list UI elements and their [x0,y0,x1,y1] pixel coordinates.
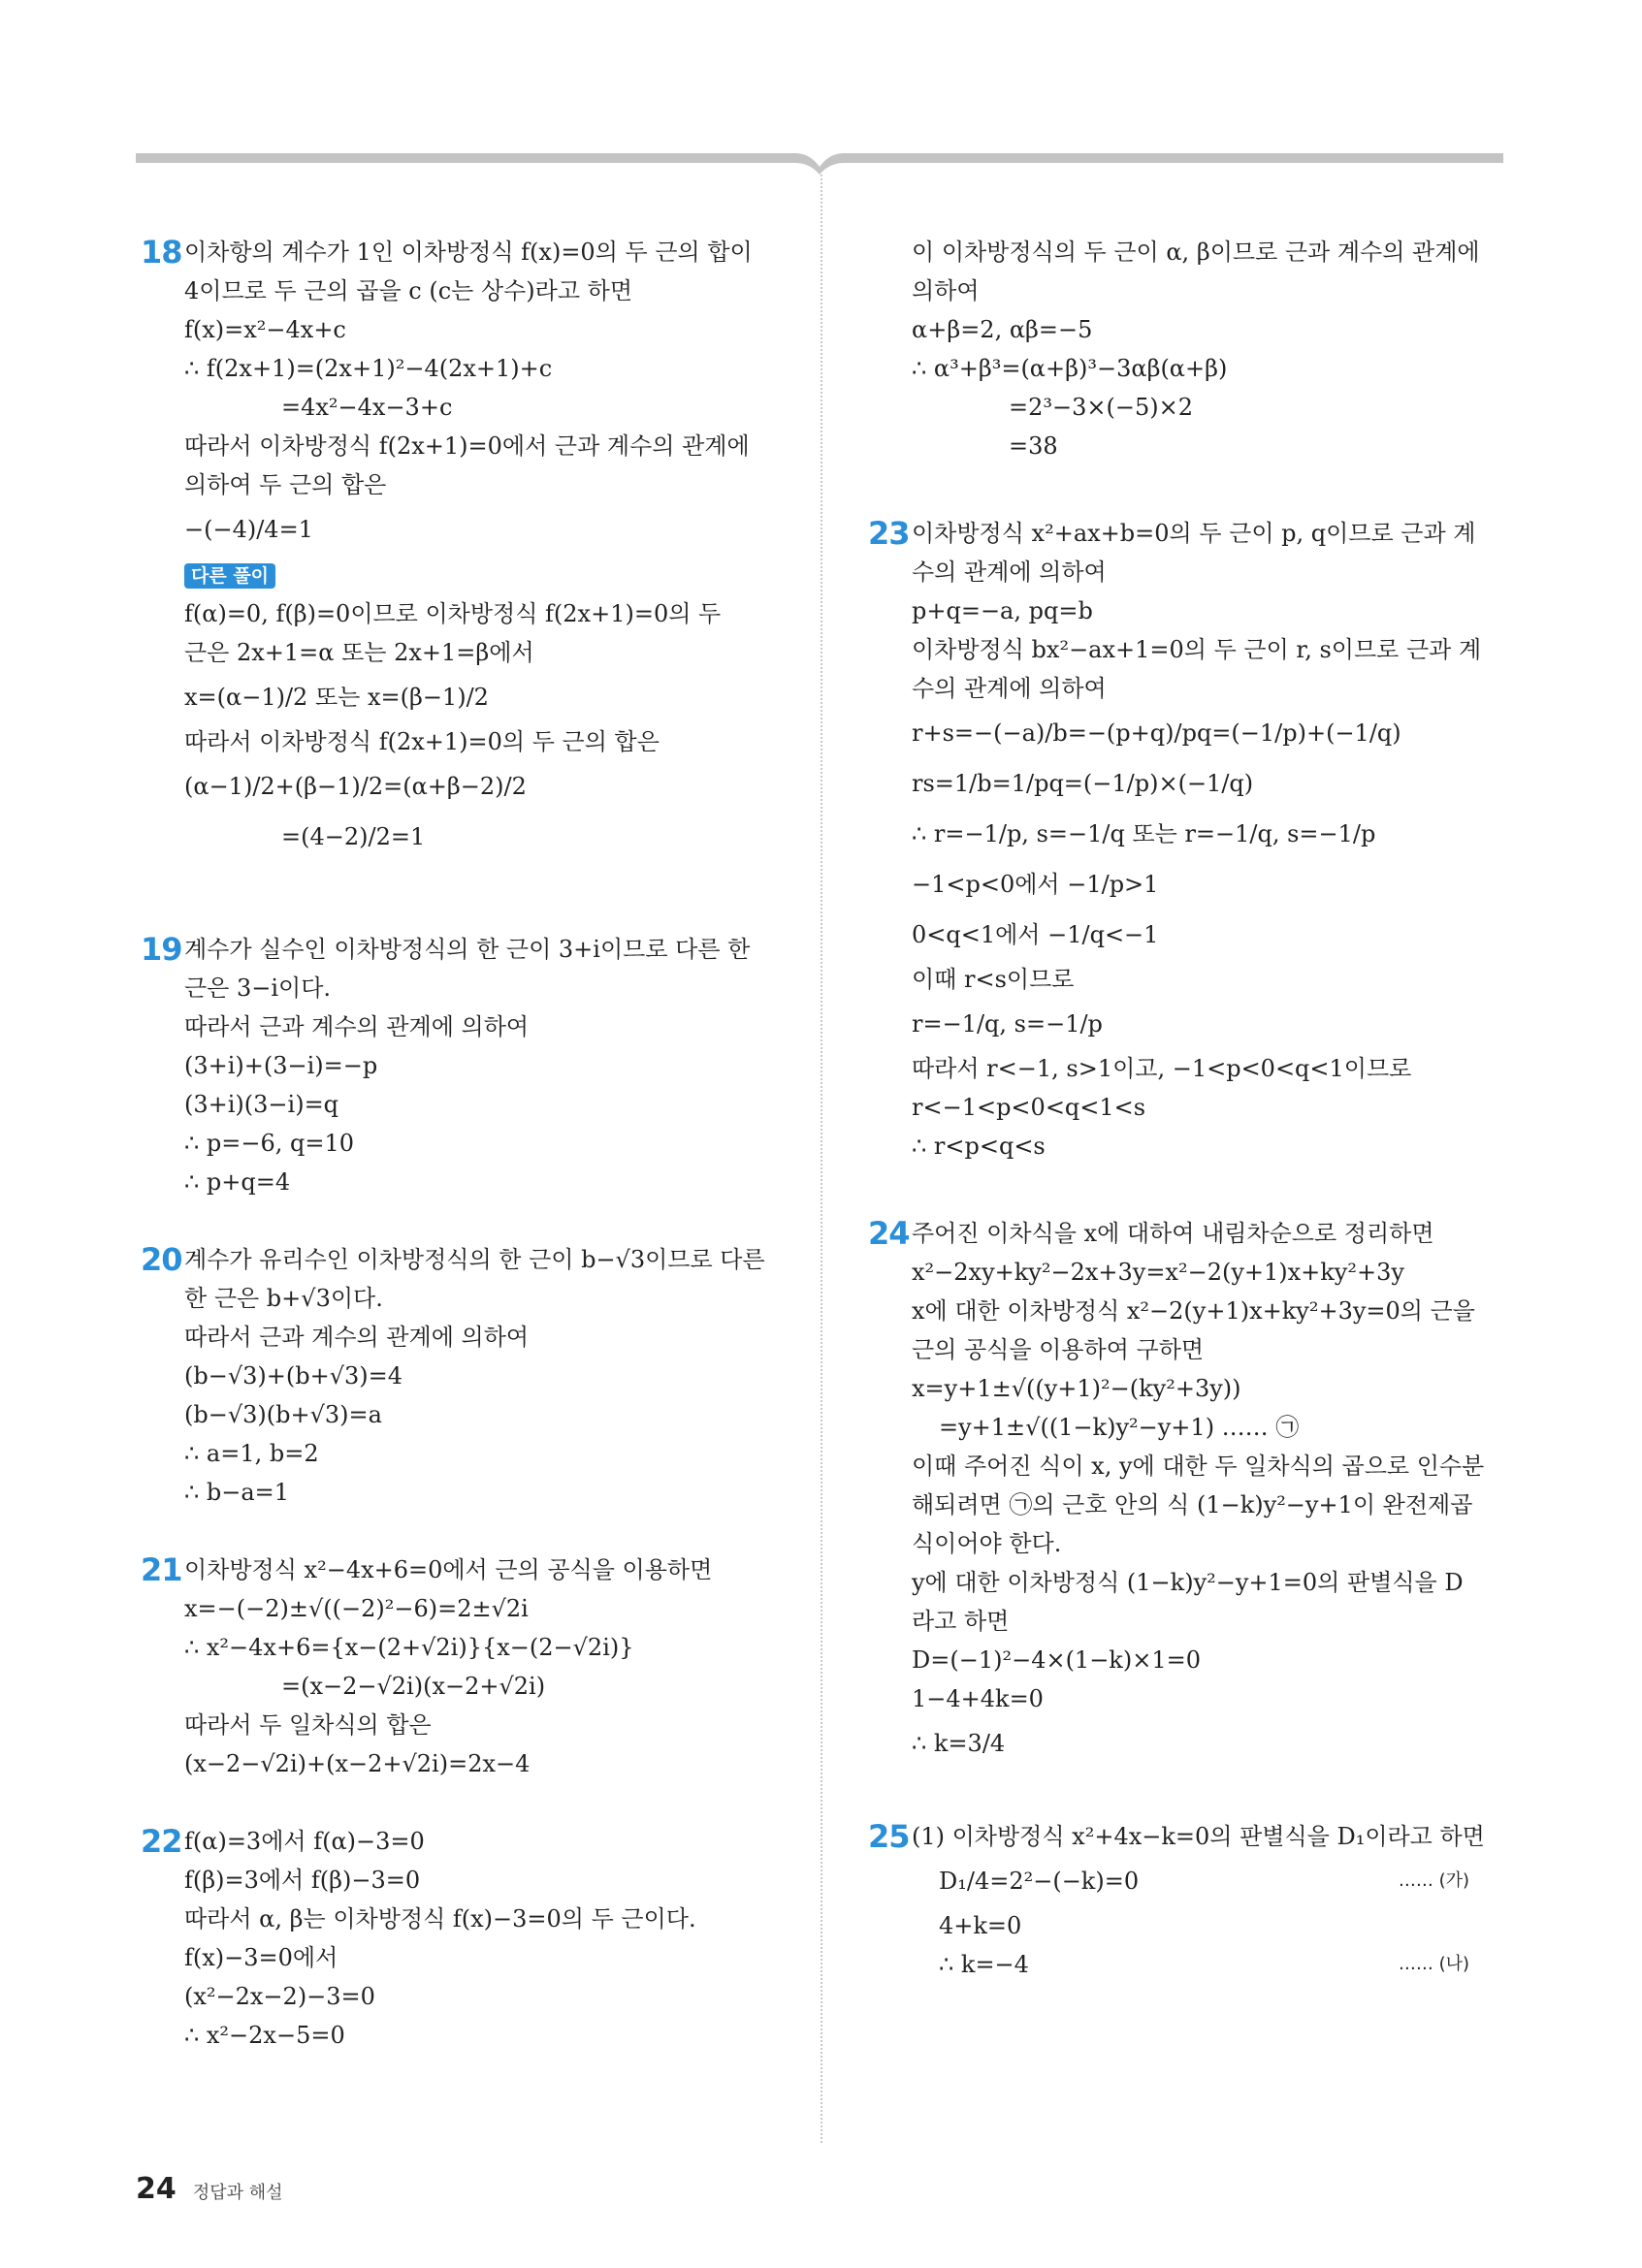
page-footer [136,2172,283,2206]
math-line: r<−1<p<0<q<1<s [912,1094,1146,1121]
math-line: ∴ p=−6, q=10 [184,1130,355,1157]
text-line: 근은 2x+1=α 또는 2x+1=β에서 [184,639,534,666]
problem-25 [868,1817,1485,1984]
math-line: ∴ b−a=1 [184,1479,290,1506]
math-line: D=(−1)²−4×(1−k)×1=0 [912,1646,1201,1674]
text-line: 한 근은 b+√3이다. [184,1285,383,1312]
alternative-solution-badge: 다른 풀이 [184,563,275,589]
text-line: (1) 이차방정식 x²+4x−k=0의 판별식을 D₁이라고 하면 [912,1823,1485,1850]
math-line: α+β=2, αβ=−5 [912,316,1093,343]
text-line: 따라서 근과 계수의 관계에 의하여 [184,1013,530,1040]
math-line: (3+i)(3−i)=q [184,1091,339,1118]
math-line: =2³−3×(−5)×2 [1009,394,1193,421]
math-line: (b−√3)+(b+√3)=4 [184,1362,403,1390]
text-line: 따라서 이차방정식 f(2x+1)=0의 두 근의 합은 [184,728,660,755]
text-line: 따라서 두 일차식의 합은 [184,1711,432,1739]
math-line: (α−1)/2+(β−1)/2=(α+β−2)/2 [184,773,527,800]
math-line: −1<p<0에서 −1/p>1 [912,871,1159,898]
math-line [912,1945,1469,1984]
math-line: (x²−2x−2)−3=0 [184,1983,375,2010]
math-line [912,1856,1469,1906]
math-line: r+s=−(−a)/b=−(p+q)/pq=(−1/p)+(−1/q) [912,719,1401,747]
problem-20 [141,1240,765,1512]
math-line: x²−2xy+ky²−2x+3y=x²−2(y+1)x+ky²+3y [912,1259,1404,1286]
math-line: p+q=−a, pq=b [912,597,1093,624]
problem-18 [141,233,753,862]
text-line: 계수가 유리수인 이차방정식의 한 근이 b−√3이므로 다른 [184,1246,765,1273]
math-line: (3+i)+(3−i)=−p [184,1052,378,1079]
text-line: 계수가 실수인 이차방정식의 한 근이 3+i이므로 다른 한 [184,936,751,963]
page-number: 24 [136,2172,177,2206]
left-column [141,233,765,2055]
equation-mark: …… (나) [1398,1954,1469,1974]
math-line: f(β)=3에서 f(β)−3=0 [184,1867,421,1894]
text-line: 해되려면 ㉠의 근호 안의 식 (1−k)y²−y+1이 완전제곱 [912,1491,1473,1518]
text-line: 이차항의 계수가 1인 이차방정식 f(x)=0의 두 근의 합이 [184,239,753,266]
problem-21 [141,1550,742,1783]
column-divider [821,175,822,2143]
text-line: x에 대한 이차방정식 x²−2(y+1)x+ky²+3y=0의 근을 [912,1297,1475,1325]
math-line: ∴ k=3/4 [912,1730,1006,1757]
text-line: 식이어야 한다. [912,1530,1062,1557]
problem-number: 22 [141,1823,182,1860]
math-text: D₁/4=2²−(−k)=0 [939,1868,1140,1895]
math-line: x=y+1±√((y+1)²−(ky²+3y)) [912,1375,1241,1402]
text-line: 따라서 근과 계수의 관계에 의하여 [184,1324,530,1351]
text-line: f(α)=0, f(β)=0이므로 이차방정식 f(2x+1)=0의 두 [184,600,722,627]
math-line: f(x)−3=0에서 [184,1944,338,1971]
footer-label: 정답과 해설 [192,2183,283,2203]
problem-23 [868,514,1482,1166]
math-line: ∴ α³+β³=(α+β)³−3αβ(α+β) [912,355,1228,382]
problem-22 [141,1822,742,2055]
text-line: 따라서 r<−1, s>1이고, −1<p<0<q<1이므로 [912,1055,1412,1082]
math-line: =y+1±√((1−k)y²−y+1) …… ㉠ [939,1414,1300,1441]
text-line: 수의 관계에 의하여 [912,675,1107,702]
text-line: 이차방정식 x²+ax+b=0의 두 근이 p, q이므로 근과 계 [912,520,1476,547]
text-line: 근은 3−i이다. [184,974,332,1002]
problem-number: 19 [141,931,182,968]
math-line: −(−4)/4=1 [184,516,313,543]
problem-19 [141,930,751,1201]
text-line: 이 이차방정식의 두 근이 α, β이므로 근과 계수의 관계에 [912,239,1480,266]
right-column [868,233,1485,1984]
math-line: ∴ x²−2x−5=0 [184,2022,345,2049]
math-line: (b−√3)(b+√3)=a [184,1401,382,1428]
problem-22-continued [868,233,1480,465]
text-line: 근의 공식을 이용하여 구하면 [912,1336,1205,1363]
math-line: (x−2−√2i)+(x−2+√2i)=2x−4 [184,1750,531,1777]
math-line: x=(α−1)/2 또는 x=(β−1)/2 [184,684,489,711]
math-line: f(α)=3에서 f(α)−3=0 [184,1828,425,1855]
text-line: 따라서 이차방정식 f(2x+1)=0에서 근과 계수의 관계에 [184,432,750,460]
problem-number: 21 [141,1551,182,1588]
text-line: 이차방정식 bx²−ax+1=0의 두 근이 r, s이므로 근과 계 [912,636,1482,663]
text-line: 따라서 α, β는 이차방정식 f(x)−3=0의 두 근이다. [184,1905,696,1933]
problem-number: 20 [141,1241,182,1278]
math-line: =38 [1009,432,1058,460]
math-line: ∴ p+q=4 [184,1168,291,1196]
text-line: y에 대한 이차방정식 (1−k)y²−y+1=0의 판별식을 D [912,1569,1464,1596]
math-line: 0<q<1에서 −1/q<−1 [912,921,1159,948]
text-line: 4이므로 두 근의 곱을 c (c는 상수)라고 하면 [184,277,633,304]
math-line: 4+k=0 [939,1912,1022,1939]
math-line: =(x−2−√2i)(x−2+√2i) [281,1673,546,1700]
text-line: 주어진 이차식을 x에 대하여 내림차순으로 정리하면 [912,1220,1434,1247]
math-line: ∴ f(2x+1)=(2x+1)²−4(2x+1)+c [184,355,553,382]
math-line: ∴ r<p<q<s [912,1133,1046,1160]
math-line: rs=1/b=1/pq=(−1/p)×(−1/q) [912,770,1254,797]
text-line: 라고 하면 [912,1608,1010,1635]
math-line: ∴ a=1, b=2 [184,1440,319,1467]
top-decorative-bar [136,145,1503,175]
problem-number: 25 [868,1818,910,1855]
math-line: ∴ x²−4x+6={x−(2+√2i)}{x−(2−√2i)} [184,1634,634,1661]
text-line: 이때 r<s이므로 [912,966,1075,993]
math-line: x=−(−2)±√((−2)²−6)=2±√2i [184,1595,529,1622]
problem-number: 23 [868,515,910,552]
equation-mark: …… (가) [1398,1870,1469,1891]
math-line: =4x²−4x−3+c [281,394,453,421]
text-line: 이차방정식 x²−4x+6=0에서 근의 공식을 이용하면 [184,1556,713,1583]
problem-24 [868,1214,1485,1769]
text-line: 수의 관계에 의하여 [912,559,1107,586]
math-line: ∴ r=−1/p, s=−1/q 또는 r=−1/q, s=−1/p [912,820,1376,847]
text-line: 의하여 [912,277,980,304]
math-line: r=−1/q, s=−1/p [912,1010,1103,1038]
math-line: f(x)=x²−4x+c [184,316,346,343]
math-text: ∴ k=−4 [939,1951,1029,1978]
problem-number: 24 [868,1215,910,1252]
problem-number: 18 [141,234,182,271]
math-line: =(4−2)/2=1 [281,823,426,850]
text-line: 이때 주어진 식이 x, y에 대한 두 일차식의 곱으로 인수분 [912,1453,1485,1480]
math-line: 1−4+4k=0 [912,1685,1044,1712]
text-line: 의하여 두 근의 합은 [184,471,387,498]
